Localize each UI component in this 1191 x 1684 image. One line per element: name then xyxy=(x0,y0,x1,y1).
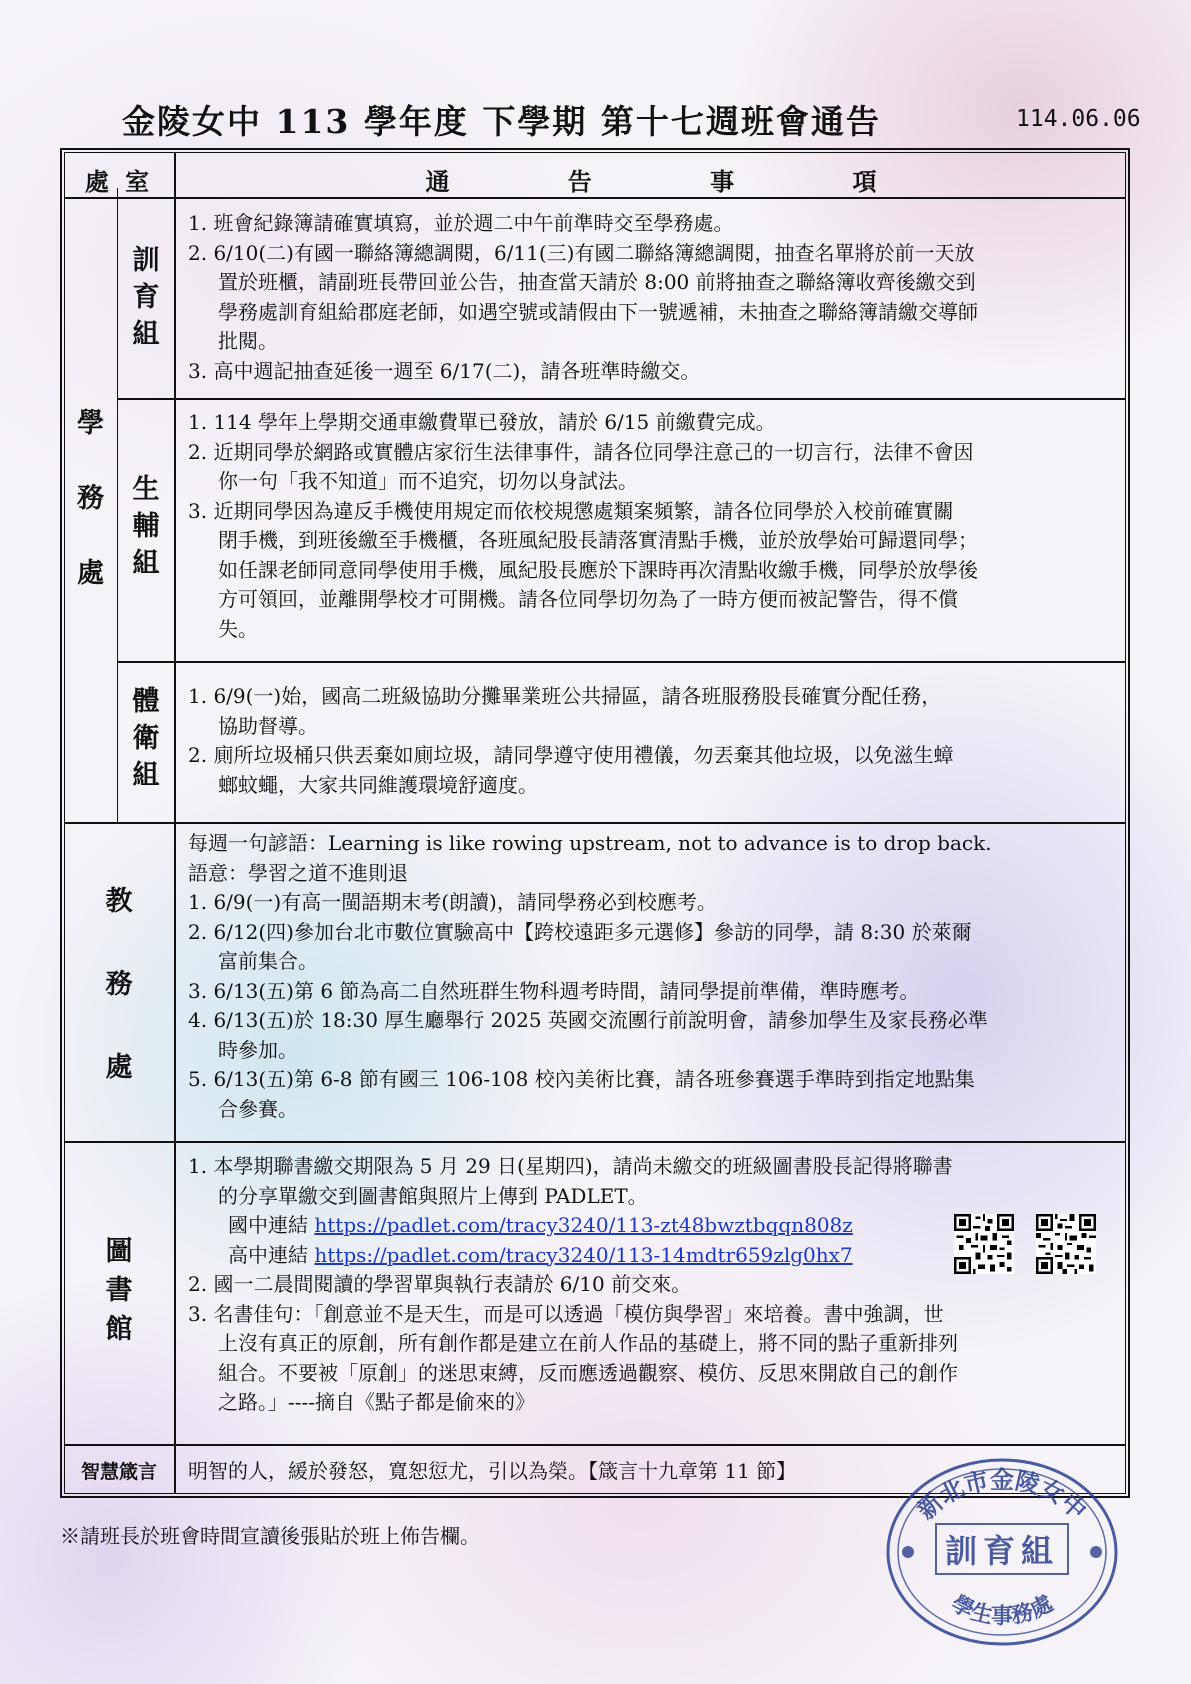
unit-char: 輔 xyxy=(132,511,160,542)
hline-academic xyxy=(64,1141,1126,1143)
notice-line: 學務處訓育組給郡庭老師，如遇空號或請假由下一號遞補，未抽查之聯絡簿請繳交導師 xyxy=(218,299,978,324)
hline-discipline xyxy=(117,398,1126,400)
notice-line: 批閱。 xyxy=(218,329,278,353)
office-library xyxy=(64,1238,174,1343)
junior-link-row xyxy=(188,1211,958,1241)
office-char: 圖 xyxy=(105,1236,133,1267)
notice-line: 你一句「我不知道」而不追究，切勿以身試法。 xyxy=(218,469,638,493)
senior-link-row xyxy=(188,1241,958,1271)
office-char: 書 xyxy=(105,1275,133,1306)
notice-line: 協助督導。 xyxy=(218,713,318,738)
page-title: 金陵女中 113 學年度 下學期 第十七週班會通告 xyxy=(122,102,881,141)
notice-line: 1. 6/9(一)有高一閩語期末考(朗讀)，請同學務必到校應考。 xyxy=(188,890,717,914)
notice-line: 3. 名書佳句：「創意並不是天生，而是可以透過「模仿與學習」來培養。書中強調，世 xyxy=(188,1301,944,1326)
unit-char: 組 xyxy=(132,548,160,579)
notice-line: 如任課老師同意同學使用手機，風紀股長應於下課時再次清點收繳手機，同學於放學後 xyxy=(218,557,978,582)
notice-line: 每週一句諺語：Learning is like rowing upstream, not to advance is to drop back. xyxy=(188,831,992,855)
notice-line: 的分享單繳交到圖書館與照片上傳到 PADLET。 xyxy=(218,1183,648,1208)
stamp-top-text: 新北市金陵女中 xyxy=(911,1465,1093,1526)
hline-library xyxy=(64,1444,1126,1446)
unit-discipline xyxy=(118,247,174,348)
unit-guidance xyxy=(118,476,174,577)
header-notice: 通 告 事 項 xyxy=(425,167,877,196)
unit-char: 組 xyxy=(132,760,160,791)
notice-line: 3. 近期同學因為違反手機使用規定而依校規懲處類案頻繁，請各位同學於入校前確實關 xyxy=(188,498,954,523)
svg-text:學生事務處 xyxy=(947,1590,1057,1629)
notice-line: 之路。」----摘自《點子都是偷來的》 xyxy=(218,1390,536,1414)
notice-line: 2. 國一二晨間閱讀的學習單與執行表請於 6/10 前交來。 xyxy=(188,1272,692,1296)
junior-padlet-link[interactable]: https://padlet.com/tracy3240/113-zt48bwztbqqn808z xyxy=(314,1213,853,1237)
unit-char: 育 xyxy=(132,282,160,313)
notice-line: 2. 6/10(二)有國一聯絡簿總調閱，6/11(三)有國二聯絡簿總調閱，抽查名單將於前一天放 xyxy=(188,240,975,265)
office-char: 務 xyxy=(77,483,104,514)
notice-line: 5. 6/13(五)第 6-8 節有國三 106-108 校內美術比賽，請各班參賽選手準時到指定地點集 xyxy=(188,1067,975,1091)
notice-line: 上沒有真正的原創，所有創作都是建立在前人作品的基礎上，將不同的點子重新排列 xyxy=(218,1331,958,1355)
senior-qr-code-icon[interactable] xyxy=(1036,1214,1096,1274)
stamp-seal-icon xyxy=(884,1452,1120,1648)
notice-line: 2. 近期同學於網路或實體店家衍生法律事件，請各位同學注意己的一切言行，法律不會因 xyxy=(188,439,974,464)
notice-line: 語意：學習之道不進則退 xyxy=(188,860,408,885)
header-office: 處 室 xyxy=(84,167,154,196)
office-char: 館 xyxy=(105,1314,133,1345)
proverb-text: 明智的人，緩於發怒，寬恕愆尤，引以為榮。【箴言十九章第 11 節】 xyxy=(188,1459,797,1483)
notice-line: 合參賽。 xyxy=(218,1096,298,1121)
junior-qr-code-icon[interactable] xyxy=(954,1214,1014,1274)
notice-line: 2. 廁所垃圾桶只供丟棄如廁垃圾，請同學遵守使用禮儀，勿丟棄其他垃圾，以免滋生蟑 xyxy=(188,743,954,767)
notice-line: 時參加。 xyxy=(218,1037,298,1062)
office-char: 教 xyxy=(105,886,133,917)
footnote: ※請班長於班會時間宣讀後張貼於班上佈告欄。 xyxy=(60,1524,480,1548)
stamp-bottom-text: 學生事務處 xyxy=(946,1590,1058,1630)
office-char: 處 xyxy=(77,558,104,589)
notice-line: 螂蚊蠅，大家共同維護環境舒適度。 xyxy=(218,772,538,797)
notice-line: 1. 班會紀錄簿請確實填寫，並於週二中午前準時交至學務處。 xyxy=(188,211,734,235)
notice-line: 置於班櫃，請副班長帶回並公告，抽查當天請於 8:00 前將抽查之聯絡簿收齊後繳交到 xyxy=(218,270,976,294)
hline-guidance xyxy=(117,661,1126,663)
office-char: 處 xyxy=(105,1052,133,1083)
office-char: 務 xyxy=(105,969,133,1000)
notice-line: 1. 6/9(一)始，國高二班級協助分攤畢業班公共掃區，請各班服務股長確實分配任務， xyxy=(188,684,942,708)
office-academic-affairs xyxy=(64,888,174,1081)
unit-char: 組 xyxy=(132,319,160,350)
unit-sports-health xyxy=(118,688,174,789)
notice-line: 3. 高中週記抽查延後一週至 6/17(二)，請各班準時繳交。 xyxy=(188,358,701,383)
notice-line: 1. 114 學年上學期交通車繳費單已發放，請於 6/15 前繳費完成。 xyxy=(188,410,776,434)
notice-line: 失。 xyxy=(218,616,258,641)
unit-char: 訓 xyxy=(132,245,160,276)
hline-header xyxy=(64,197,1126,199)
notice-date: 114.06.06 xyxy=(1016,106,1141,132)
library-notices xyxy=(188,1152,958,1418)
notice-line: 閉手機，到班後繳至手機櫃，各班風紀股長請落實清點手機，並於放學始可歸還同學； xyxy=(218,528,978,552)
guidance-notices xyxy=(188,408,978,644)
hline-student xyxy=(64,822,1126,824)
unit-char: 體 xyxy=(132,686,160,717)
discipline-notices xyxy=(188,209,978,386)
notice-line: 3. 6/13(五)第 6 節為高二自然班群生物科週考時間，請同學提前準備，準時應考。 xyxy=(188,978,920,1003)
notice-line: 2. 6/12(四)參加台北市數位實驗高中【跨校遠距多元選修】參訪的同學，請 8:30 於萊爾 xyxy=(188,919,972,944)
sports-notices xyxy=(188,682,953,800)
notice-line: 1. 本學期聯書繳交期限為 5 月 29 日(星期四)，請尚未繳交的班級圖書股長記得將聯書 xyxy=(188,1154,953,1178)
academic-notices xyxy=(188,829,992,1124)
unit-char: 衛 xyxy=(132,723,160,754)
notice-line: 4. 6/13(五)於 18:30 厚生廳舉行 2025 英國交流團行前說明會，請參加學生及家長務必準 xyxy=(188,1008,988,1032)
senior-link-label: 高中連結 xyxy=(228,1242,308,1267)
office-char: 學 xyxy=(77,408,104,439)
office-student-affairs xyxy=(64,410,117,587)
junior-link-label: 國中連結 xyxy=(228,1213,308,1237)
senior-padlet-link[interactable]: https://padlet.com/tracy3240/113-14mdtr659zlg0hx7 xyxy=(314,1242,853,1267)
notice-line: 富前集合。 xyxy=(218,949,318,973)
proverb-label: 智慧箴言 xyxy=(80,1461,157,1483)
stamp-center-text: 訓育組 xyxy=(944,1532,1060,1570)
notice-line: 方可領回，並離開學校才可開機。請各位同學切勿為了一時方便而被記警告，得不償 xyxy=(218,587,958,611)
notice-line: 組合。不要被「原創」的迷思束縛，反而應透過觀察、模仿、反思來開啟自己的創作 xyxy=(218,1360,958,1385)
unit-char: 生 xyxy=(132,474,160,505)
